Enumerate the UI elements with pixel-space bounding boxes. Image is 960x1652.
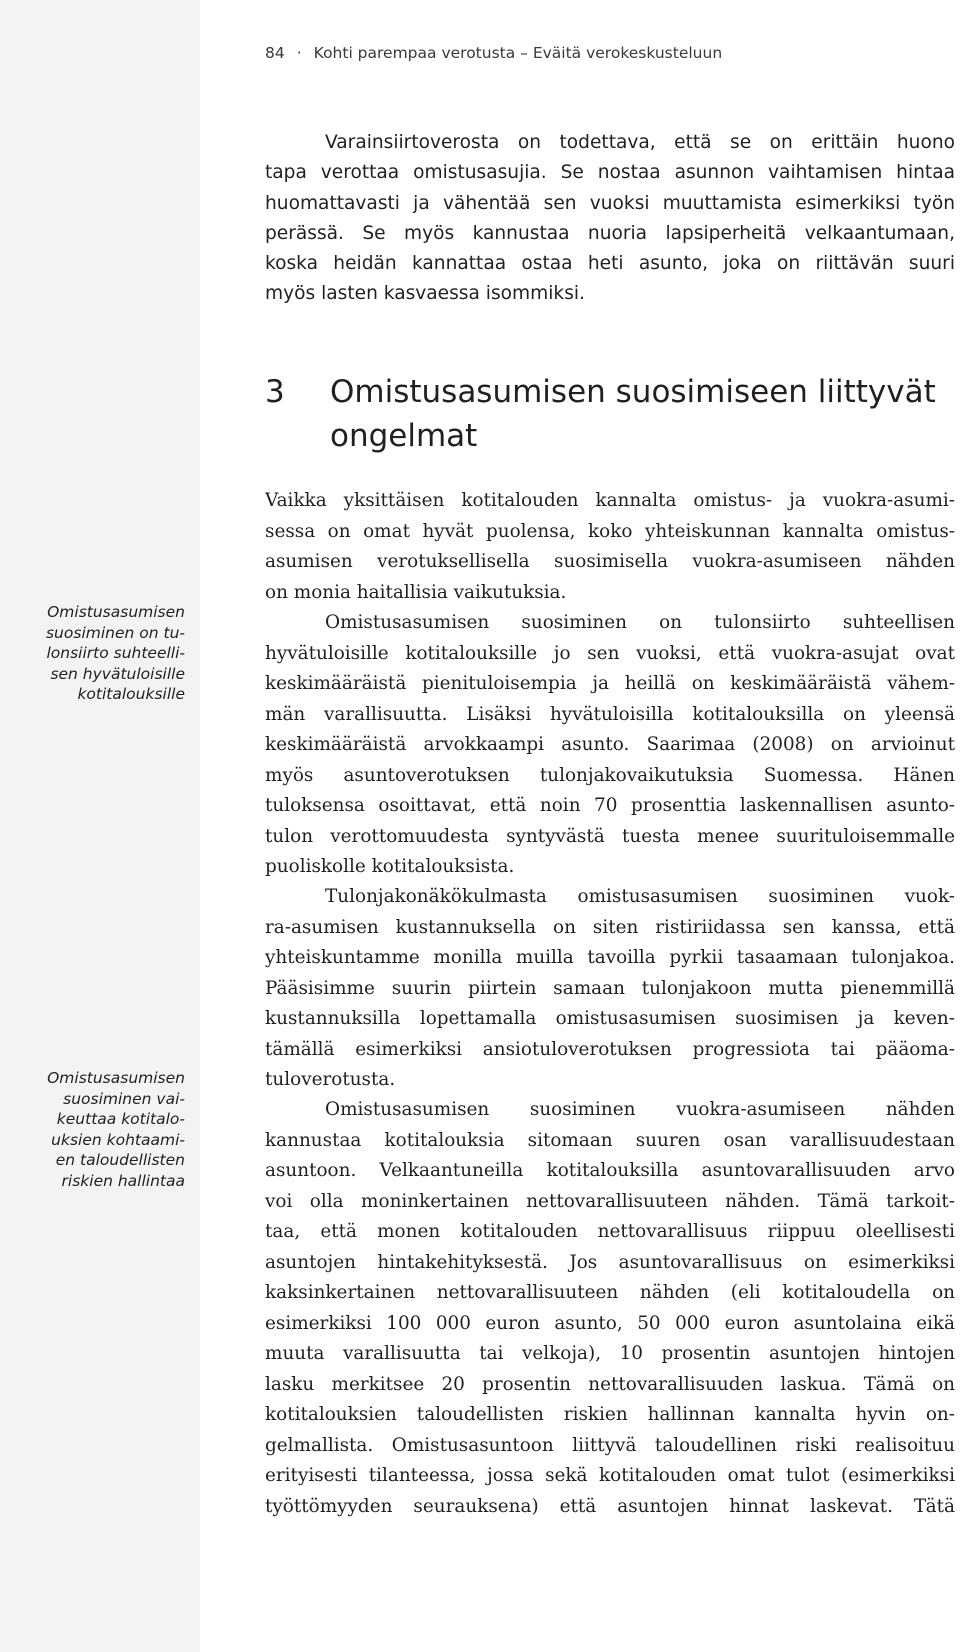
text-line: Vaikka yksittäisen kotitalouden kannalta omistus- ja vuokra-asumi-: [265, 490, 955, 511]
sidenote-line: Omistusasumisen: [47, 603, 185, 621]
margin-band: [0, 0, 200, 1652]
text-line: keskimääräistä arvokkaampi asunto. Saarimaa (2008) on arvioinut: [265, 734, 955, 755]
sidenote-line: en taloudellisten: [55, 1151, 185, 1169]
text-line: voi olla moninkertainen nettovarallisuuteen nähden. Tämä tarkoit-: [265, 1190, 955, 1212]
text-line: hyvätuloisille kotitalouksille jo sen vuoksi, että vuokra-asujat ovat: [265, 642, 955, 664]
section-title-line1: Omistusasumisen suosimiseen liittyvät: [330, 374, 936, 410]
text-line: asumisen verotuksellisella suosimisella vuokra-asumiseen nähden: [265, 551, 955, 572]
running-head-title: Kohti parempaa verotusta – Eväitä verokeskusteluun: [313, 44, 723, 62]
text-line: kotitalouksien taloudellisten riskien hallinnan kannalta hyvin on-: [265, 1404, 955, 1425]
text-line: kaksinkertainen nettovarallisuuteen nähden (eli kotitaloudella on: [265, 1282, 955, 1303]
section-title-line2: ongelmat: [330, 418, 478, 454]
text-line: esimerkiksi 100 000 euron asunto, 50 000 euron asuntolaina eikä: [265, 1312, 955, 1334]
sidenote-income-transfer: [20, 602, 185, 705]
body-paragraph-1: [265, 486, 955, 608]
text-line: Varainsiirtoverosta on todettava, että se on erittäin huono: [325, 132, 955, 153]
section-number: 3: [265, 374, 285, 410]
text-line: huomattavasti ja vähentää sen vuoksi muuttamista esimerkiksi työn: [265, 192, 955, 214]
sidenote-line: keuttaa kotitalo-: [56, 1110, 185, 1128]
text-line: myös asuntoverotuksen tulonjakovaikutuksia Suomessa. Hänen: [265, 764, 955, 786]
running-head-separator: ·: [296, 44, 302, 62]
body-paragraph-4: [265, 1095, 955, 1522]
text-line: perässä. Se myös kannustaa nuoria lapsiperheitä velkaantumaan,: [265, 222, 955, 244]
sidenote-line: suosiminen on tu-: [45, 623, 185, 642]
text-line: on monia haitallisia vaikutuksia.: [265, 581, 567, 603]
text-line: tulon verottomuudesta syntyvästä tuesta menee suurituloisemmalle: [265, 825, 955, 847]
sidenote-line: kotitalouksille: [77, 685, 185, 703]
text-line: koska heidän kannattaa ostaa heti asunto, joka on riittävän suuri: [265, 253, 955, 275]
body-paragraph-2: [265, 608, 955, 883]
text-line: Pääsisimme suurin piirtein samaan tulonjakoon mutta pienemmillä: [265, 977, 955, 999]
sidenote-line: sen hyvätuloisille: [50, 664, 185, 683]
page-number: 84: [265, 44, 285, 62]
text-line: Omistusasumisen suosiminen vuokra-asumiseen nähden: [325, 1099, 955, 1120]
text-line: tuloverotusta.: [265, 1069, 396, 1090]
sidenote-line: uksien kohtaami-: [51, 1130, 185, 1149]
text-line: tapa verottaa omistusasujia. Se nostaa asunnon vaihtamisen hintaa: [265, 162, 955, 184]
sidenote-line: riskien hallintaa: [61, 1171, 185, 1190]
text-line: puoliskolle kotitalouksista.: [265, 856, 515, 877]
text-line: keskimääräistä pienituloisempia ja heillä on keskimääräistä vähem-: [265, 673, 955, 694]
text-line: tuloksensa osoittavat, että noin 70 prosenttia laskennallisen asunto-: [265, 795, 955, 816]
text-line: myös lasten kasvaessa isommiksi.: [265, 283, 585, 305]
text-line: tämällä esimerkiksi ansiotuloverotuksen progressiota tai pääoma-: [265, 1038, 955, 1060]
text-line: lasku merkitsee 20 prosentin nettovarallisuuden laskua. Tämä on: [265, 1373, 955, 1395]
sidenote-line: lonsiirto suhteelli-: [46, 644, 185, 662]
section-heading: [265, 370, 955, 458]
text-line: yhteiskuntamme monilla muilla tavoilla pyrkii tasaamaan tulonjakoa.: [265, 947, 955, 968]
text-line: taa, että monen kotitalouden nettovarallisuus riippuu oleellisesti: [265, 1221, 955, 1242]
text-line: Omistusasumisen suosiminen on tulonsiirto suhteellisen: [325, 612, 955, 633]
text-line: gelmallista. Omistusasuntoon liittyvä taloudellinen riski realisoituu: [265, 1434, 955, 1456]
text-line: sessa on omat hyvät puolensa, koko yhteiskunnan kannalta omistus-: [265, 520, 955, 542]
text-line: kannustaa kotitalouksia sitomaan suuren osan varallisuudestaan: [265, 1129, 955, 1151]
text-line: muuta varallisuutta tai velkoja), 10 prosentin asuntojen hintojen: [265, 1343, 955, 1364]
text-line: ra-asumisen kustannuksella on siten ristiriidassa sen kanssa, että: [265, 916, 955, 938]
text-line: työttömyyden seurauksena) että asuntojen hinnat laskevat. Tätä: [265, 1495, 955, 1517]
intro-paragraph: [265, 128, 955, 310]
text-line: Tulonjakonäkökulmasta omistusasumisen suosiminen vuok-: [325, 886, 955, 907]
text-line: män varallisuutta. Lisäksi hyvätuloisilla kotitalouksilla on yleensä: [265, 703, 955, 725]
sidenote-line: Omistusasumisen: [47, 1069, 185, 1087]
text-line: asuntojen hintakehityksestä. Jos asuntovarallisuus on esimerkiksi: [265, 1251, 955, 1273]
running-head: [265, 44, 722, 62]
sidenote-risk-management: [20, 1068, 185, 1191]
text-line: asuntoon. Velkaantuneilla kotitalouksilla asuntovarallisuuden arvo: [265, 1160, 955, 1181]
text-line: kustannuksilla lopettamalla omistusasumisen suosimisen ja keven-: [265, 1008, 955, 1029]
text-line: erityisesti tilanteessa, jossa sekä kotitalouden omat tulot (esimerkiksi: [265, 1465, 955, 1486]
body-paragraph-3: [265, 882, 955, 1096]
sidenote-line: suosiminen vai-: [63, 1089, 185, 1108]
